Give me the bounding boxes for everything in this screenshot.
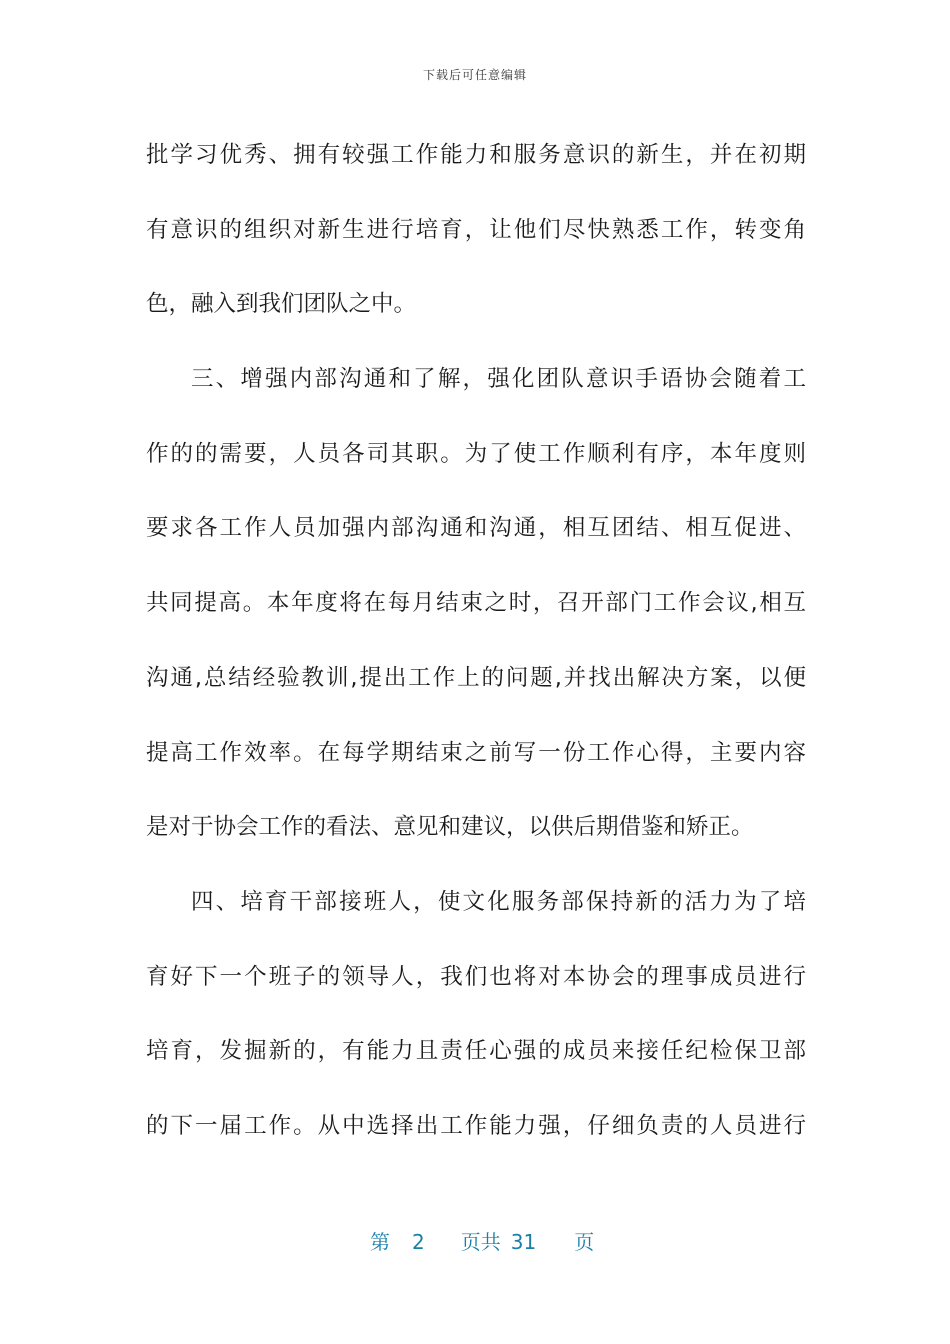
paragraph-line: 培育，发掘新的，有能力且责任心强的成员来接任纪检保卫部 [146,1038,806,1065]
paragraph-line: 三、增强内部沟通和了解，强化团队意识手语协会随着工 [191,366,806,393]
header-note: 下载后可任意编辑 [422,68,527,82]
paragraph-line: 四、培育干部接班人，使文化服务部保持新的活力为了培 [191,888,806,915]
paragraph-line: 沟通,总结经验教训,提出工作上的问题,并找出解决方案，以便 [146,664,806,691]
paragraph-line: 提高工作效率。在每学期结束之前写一份工作心得，主要内容 [146,739,806,766]
page-footer [370,1226,594,1255]
footer-current-page: 2 [412,1230,425,1254]
paragraph-line: 批学习优秀、拥有较强工作能力和服务意识的新生，并在初期 [146,142,806,168]
footer-ye-gong: 页共 [460,1230,501,1254]
paragraph-line: 有意识的组织对新生进行培育，让他们尽快熟悉工作，转变角 [146,216,806,243]
document-body [146,118,806,1164]
paragraph-line: 作的的需要，人员各司其职。为了使工作顺利有序，本年度则 [146,440,806,467]
footer-di: 第 [370,1230,390,1254]
paragraph-line: 的下一届工作。从中选择出工作能力强，仔细负责的人员进行 [146,1112,806,1139]
paragraph-line: 共同提高。本年度将在每月结束之时，召开部门工作会议,相互 [146,590,806,617]
paragraph-line: 育好下一个班子的领导人，我们也将对本协会的理事成员进行 [146,963,806,990]
footer-ye: 页 [574,1230,595,1254]
paragraph-line: 要求各工作人员加强内部沟通和沟通，相互团结、相互促进、 [146,515,806,542]
paragraph-line: 是对于协会工作的看法、意见和建议，以供后期借鉴和矫正。 [146,814,754,841]
paragraph-line: 色，融入到我们团队之中。 [146,291,417,318]
footer-total-pages: 31 [510,1230,537,1254]
